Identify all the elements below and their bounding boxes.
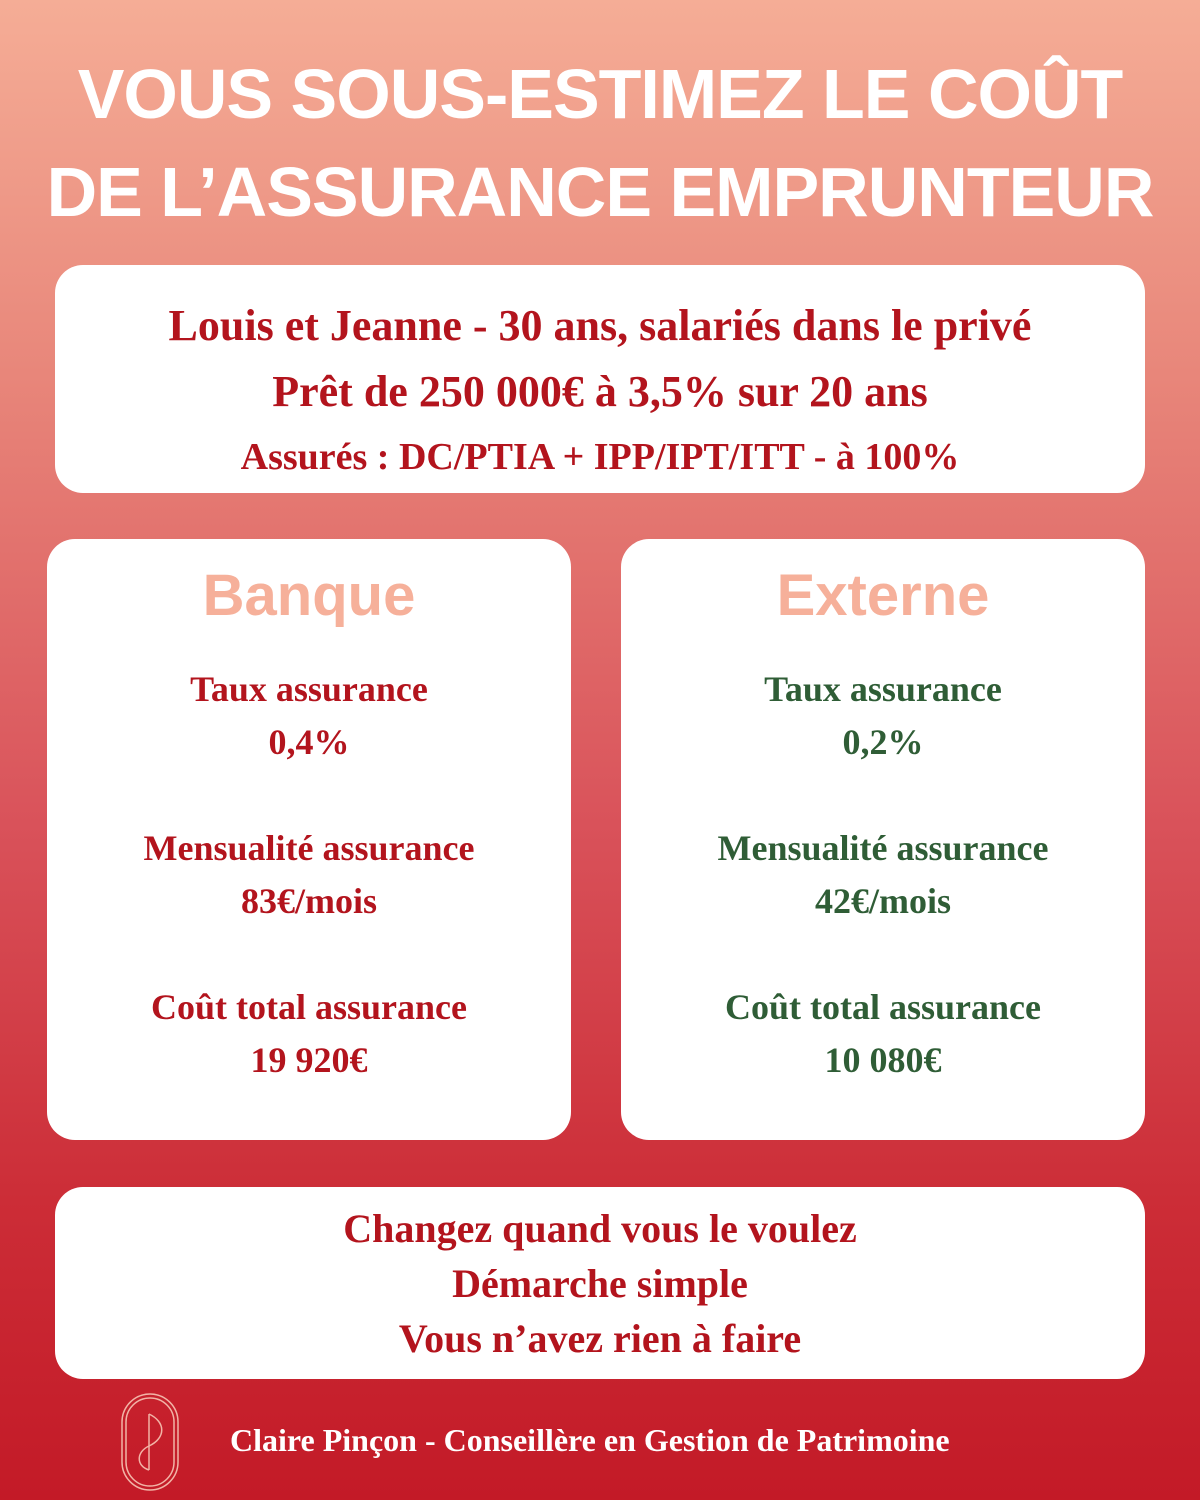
bank-total-value: 19 920€ bbox=[250, 1040, 368, 1080]
bank-card bbox=[47, 539, 571, 1140]
logo-icon bbox=[120, 1392, 180, 1497]
scenario-card bbox=[55, 265, 1145, 493]
external-total-label: Coût total assurance bbox=[725, 987, 1041, 1027]
footer-signature: Claire Pinçon - Conseillère en Gestion de Patrimoine bbox=[230, 1422, 950, 1458]
coverage-text: Assurés : DC/PTIA + IPP/IPT/ITT - à 100% bbox=[240, 436, 960, 478]
headline-line-1: VOUS SOUS-ESTIMEZ LE COÛT bbox=[77, 55, 1123, 133]
external-monthly-value: 42€/mois bbox=[814, 881, 951, 921]
benefit-item: Changez quand vous le voulez bbox=[343, 1206, 857, 1251]
borrowers-text: Louis et Jeanne - 30 ans, salariés dans le privé bbox=[168, 301, 1032, 350]
bank-monthly-label: Mensualité assurance bbox=[143, 828, 475, 868]
external-card bbox=[621, 539, 1145, 1140]
benefit-item: Vous n’avez rien à faire bbox=[398, 1316, 802, 1361]
loan-text: Prêt de 250 000€ à 3,5% sur 20 ans bbox=[272, 367, 928, 416]
bank-rate-value: 0,4% bbox=[268, 722, 350, 762]
benefit-item: Démarche simple bbox=[452, 1261, 748, 1306]
bank-heading: Banque bbox=[202, 563, 416, 628]
external-rate-label: Taux assurance bbox=[764, 669, 1002, 709]
headline-line-2: DE L’ASSURANCE EMPRUNTEUR bbox=[46, 153, 1154, 231]
benefits-card bbox=[55, 1187, 1145, 1379]
external-total-value: 10 080€ bbox=[824, 1040, 942, 1080]
external-monthly-label: Mensualité assurance bbox=[717, 828, 1049, 868]
bank-monthly-value: 83€/mois bbox=[240, 881, 377, 921]
external-rate-value: 0,2% bbox=[842, 722, 924, 762]
bank-rate-label: Taux assurance bbox=[190, 669, 428, 709]
external-heading: Externe bbox=[776, 563, 990, 628]
bank-total-label: Coût total assurance bbox=[151, 987, 467, 1027]
